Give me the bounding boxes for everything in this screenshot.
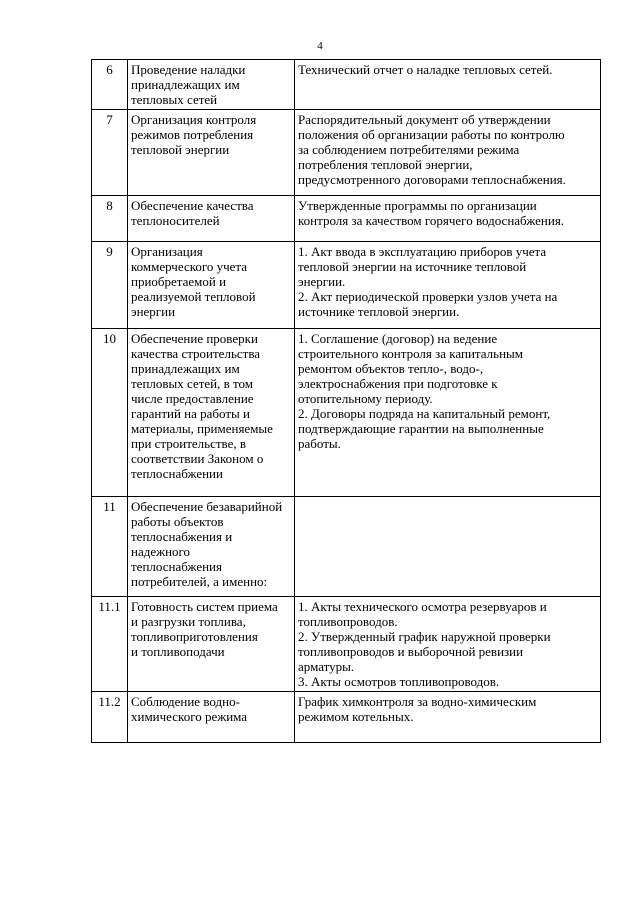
requirement-document: 1. Соглашение (договор) на ведение строительного контроля за капитальным ремонтом объектов тепло-, водо-, электроснабжения при подготовке к отопительному периоду. 2. Договоры подряда на капитальный ремонт, подтверждающие гарантии на выполненные работы. (295, 329, 601, 497)
requirements-table (91, 59, 601, 743)
table-row (92, 497, 601, 597)
row-number: 6 (92, 60, 128, 110)
row-number: 7 (92, 110, 128, 196)
requirement-name: Соблюдение водно- химического режима (128, 692, 295, 743)
table-row (92, 60, 601, 110)
table-row (92, 597, 601, 692)
requirement-document: 1. Акт ввода в эксплуатацию приборов учета тепловой энергии на источнике тепловой энергии. 2. Акт периодической проверки узлов учета на источнике тепловой энергии. (295, 242, 601, 329)
requirement-name: Готовность систем приема и разгрузки топлива, топливоприготовления и топливоподачи (128, 597, 295, 692)
requirement-name: Организация коммерческого учета приобретаемой и реализуемой тепловой энергии (128, 242, 295, 329)
row-number: 11 (92, 497, 128, 597)
requirement-name: Обеспечение качества теплоносителей (128, 196, 295, 242)
table-row (92, 329, 601, 497)
requirement-name: Организация контроля режимов потребления тепловой энергии (128, 110, 295, 196)
page-number: 4 (317, 40, 323, 52)
table-row (92, 110, 601, 196)
requirement-name: Обеспечение безаварийной работы объектов теплоснабжения и надежного теплоснабжения потребителей, а именно: (128, 497, 295, 597)
table-row (92, 242, 601, 329)
requirement-document (295, 497, 601, 597)
row-number: 8 (92, 196, 128, 242)
row-number: 11.2 (92, 692, 128, 743)
table-row (92, 196, 601, 242)
requirement-name: Обеспечение проверки качества строительства принадлежащих им тепловых сетей, в том числе предоставление гарантий на работы и материалы, применяемые при строительстве, в соответствии Законом о теплоснабжении (128, 329, 295, 497)
row-number: 10 (92, 329, 128, 497)
row-number: 9 (92, 242, 128, 329)
table-row (92, 692, 601, 743)
requirement-document: Утвержденные программы по организации контроля за качеством горячего водоснабжения. (295, 196, 601, 242)
row-number: 11.1 (92, 597, 128, 692)
requirement-name: Проведение наладки принадлежащих им тепловых сетей (128, 60, 295, 110)
requirement-document: Технический отчет о наладке тепловых сетей. (295, 60, 601, 110)
requirement-document: Распорядительный документ об утверждении положения об организации работы по контролю за соблюдением потребителями режима потребления тепловой энергии, предусмотренного договорами теплоснабжения. (295, 110, 601, 196)
requirement-document: График химконтроля за водно-химическим режимом котельных. (295, 692, 601, 743)
requirement-document: 1. Акты технического осмотра резервуаров и топливопроводов. 2. Утвержденный график наружной проверки топливопроводов и выборочной ревизии арматуры. 3. Акты осмотров топливопроводов. (295, 597, 601, 692)
